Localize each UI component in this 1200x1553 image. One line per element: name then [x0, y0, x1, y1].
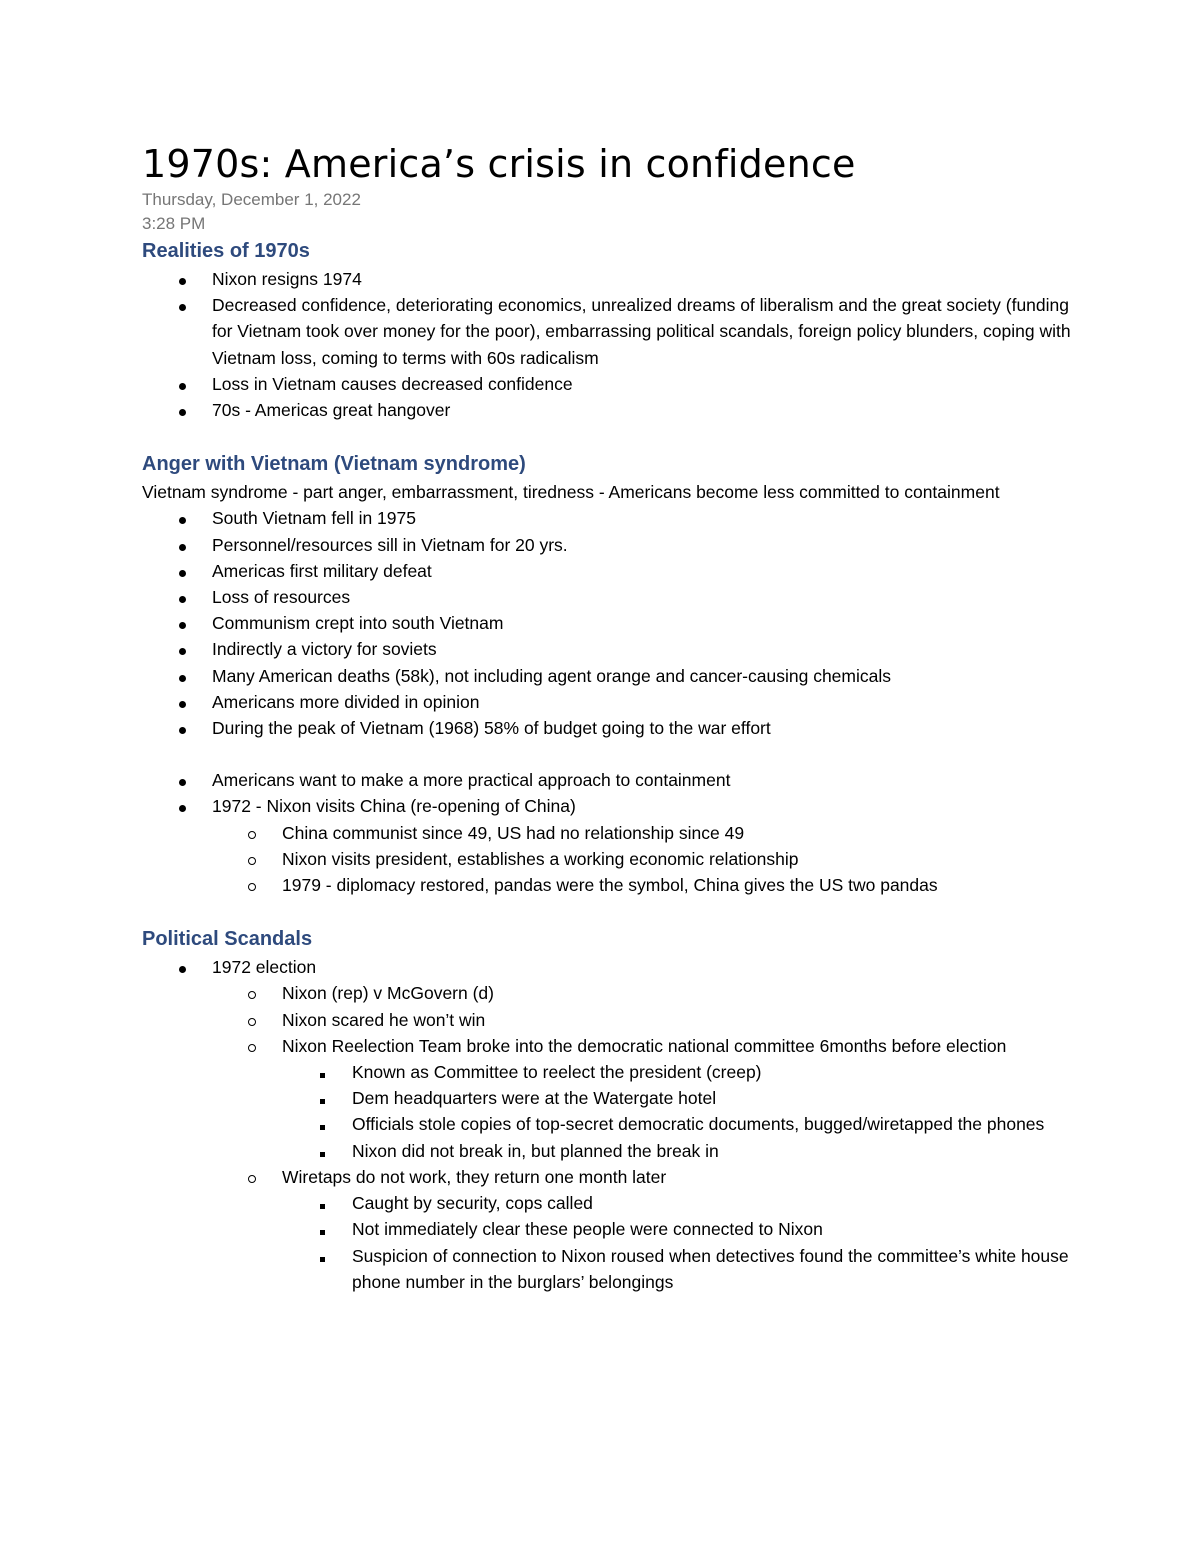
list-item: Nixon resigns 1974: [142, 266, 1082, 292]
bullet-icon: [175, 610, 189, 636]
list-item: Communism crept into south Vietnam: [142, 610, 1082, 636]
bullet-icon: [175, 663, 189, 689]
list-item: Wiretaps do not work, they return one month later Caught by security, cops called Not immediately clear these people were connected to Nixon Suspicion of connection to Nixon roused when detectives found the committee’s white house phone number in the burglars’ belongings: [142, 1164, 1082, 1295]
circle-bullet-icon: [245, 1007, 259, 1033]
bullet-icon: [175, 558, 189, 584]
list-item: Loss in Vietnam causes decreased confidence: [142, 371, 1082, 397]
bullet-icon: [175, 954, 189, 980]
circle-bullet-icon: [245, 1033, 259, 1059]
vietnam-intro: Vietnam syndrome - part anger, embarrassment, tiredness - Americans become less committed to containment: [142, 482, 1000, 503]
list-item: Many American deaths (58k), not including agent orange and cancer-causing chemicals: [142, 663, 1082, 689]
list-item: Americans want to make a more practical approach to containment: [142, 767, 1082, 793]
list-item: Nixon Reelection Team broke into the democratic national committee 6months before election Known as Committee to reelect the president (creep) Dem headquarters were at the Watergate hotel Officials stole copies of top-secret democratic documents, bugged/wiretapped the phones Nixon did not break in, but planned the break in: [142, 1033, 1082, 1164]
list-item: 1972 - Nixon visits China (re-opening of China) China communist since 49, US had no relationship since 49 Nixon visits president, establishes a working economic relationship 1979 - diplomacy restored, pandas were the symbol, China gives the US two pandas: [142, 793, 1082, 898]
section-heading-realities: Realities of 1970s: [142, 240, 310, 262]
note-page: [142, 140, 1082, 1295]
list-item: Personnel/resources sill in Vietnam for 20 yrs.: [142, 532, 1082, 558]
list-item: South Vietnam fell in 1975: [142, 505, 1082, 531]
circle-bullet-icon: [245, 846, 259, 872]
circle-bullet-icon: [245, 1164, 259, 1190]
note-date: Thursday, December 1, 2022: [142, 190, 361, 209]
bullet-icon: [175, 505, 189, 531]
circle-bullet-icon: [245, 820, 259, 846]
wiretap-sublist: [142, 1190, 1082, 1295]
square-bullet-icon: [315, 1085, 329, 1111]
list-item: Dem headquarters were at the Watergate hotel: [142, 1085, 1082, 1111]
square-bullet-icon: [315, 1111, 329, 1137]
election-sublist: [142, 980, 1082, 1294]
bullet-icon: [175, 584, 189, 610]
list-item: Nixon visits president, establishes a working economic relationship: [142, 846, 1082, 872]
bullet-icon: [175, 292, 189, 318]
list-item: Indirectly a victory for soviets: [142, 636, 1082, 662]
breakin-sublist: [142, 1059, 1082, 1164]
scandals-list: [142, 954, 1082, 1295]
bullet-icon: [175, 689, 189, 715]
list-item: China communist since 49, US had no relationship since 49: [142, 820, 1082, 846]
square-bullet-icon: [315, 1138, 329, 1164]
list-item: Decreased confidence, deteriorating economics, unrealized dreams of liberalism and the great society (funding for Vietnam took over money for the poor), embarrassing political scandals, foreign policy blunders, coping with Vietnam loss, coming to terms with 60s radicalism: [142, 292, 1082, 371]
square-bullet-icon: [315, 1216, 329, 1242]
list-item: Nixon did not break in, but planned the break in: [142, 1138, 1082, 1164]
list-item: Nixon (rep) v McGovern (d): [142, 980, 1082, 1006]
list-item: 1979 - diplomacy restored, pandas were the symbol, China gives the US two pandas: [142, 872, 1082, 898]
bullet-icon: [175, 793, 189, 819]
bullet-icon: [175, 397, 189, 423]
list-item: 70s - Americas great hangover: [142, 397, 1082, 423]
bullet-icon: [175, 715, 189, 741]
page-title: 1970s: America’s crisis in confidence: [142, 142, 856, 186]
containment-list: [142, 767, 1082, 898]
bullet-icon: [175, 636, 189, 662]
list-item: Americans more divided in opinion: [142, 689, 1082, 715]
realities-list: [142, 266, 1082, 423]
spacer: [142, 741, 1082, 767]
bullet-icon: [175, 767, 189, 793]
list-item: Known as Committee to reelect the president (creep): [142, 1059, 1082, 1085]
circle-bullet-icon: [245, 872, 259, 898]
list-item: Officials stole copies of top-secret democratic documents, bugged/wiretapped the phones: [142, 1111, 1082, 1137]
list-item: Nixon scared he won’t win: [142, 1007, 1082, 1033]
list-item: Americas first military defeat: [142, 558, 1082, 584]
vietnam-list: [142, 505, 1082, 741]
list-item: Not immediately clear these people were connected to Nixon: [142, 1216, 1082, 1242]
bullet-icon: [175, 266, 189, 292]
spacer: [142, 423, 1082, 449]
spacer: [142, 898, 1082, 924]
square-bullet-icon: [315, 1243, 329, 1269]
list-item: Caught by security, cops called: [142, 1190, 1082, 1216]
list-item: During the peak of Vietnam (1968) 58% of budget going to the war effort: [142, 715, 1082, 741]
section-heading-scandals: Political Scandals: [142, 928, 313, 951]
bullet-icon: [175, 371, 189, 397]
square-bullet-icon: [315, 1059, 329, 1085]
circle-bullet-icon: [245, 980, 259, 1006]
section-heading-vietnam: Anger with Vietnam (Vietnam syndrome): [142, 453, 526, 476]
square-bullet-icon: [315, 1190, 329, 1216]
note-time: 3:28 PM: [142, 214, 206, 233]
list-item: Suspicion of connection to Nixon roused when detectives found the committee’s white house phone number in the burglars’ belongings: [142, 1243, 1082, 1295]
list-item: Loss of resources: [142, 584, 1082, 610]
bullet-icon: [175, 532, 189, 558]
china-sublist: [142, 820, 1082, 899]
list-item: 1972 election Nixon (rep) v McGovern (d) Nixon scared he won’t win Nixon Reelection Team broke into the democratic national committee 6months before election Known as Committee to reelect the president (creep) Dem headquarters were at the Watergate hotel Officials stole copies of top-secret democratic documents, bugged/wiretapped the phones Nixon did not break in, but planned the break in Wiretaps do not work, they return one month later Caught by security, cops called Not immediately clear these people were connected to Nixon Suspicion of connection to Nixon roused when detectives found the committee’s white house phone number in the burglars’ belongings: [142, 954, 1082, 1295]
